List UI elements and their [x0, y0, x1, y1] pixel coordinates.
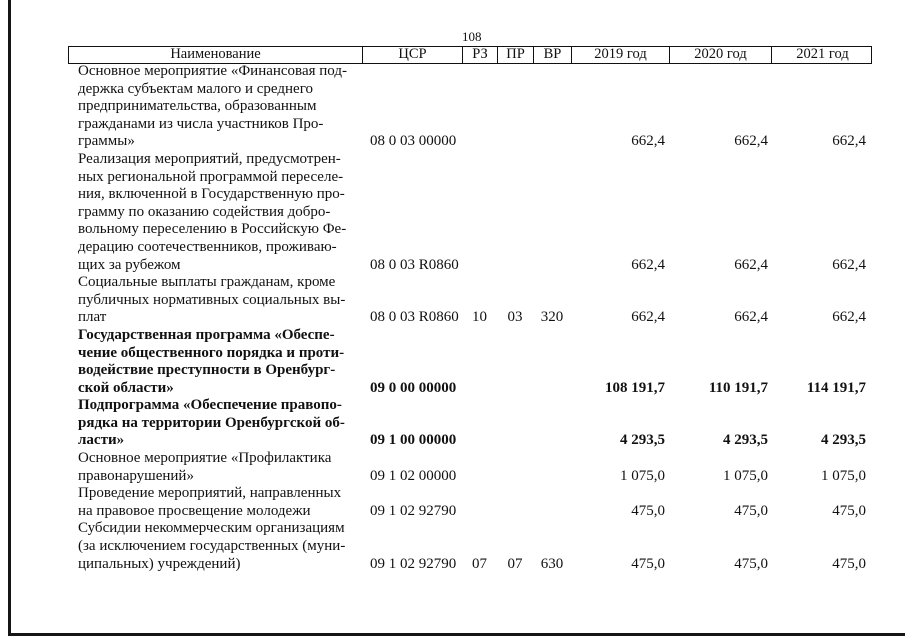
row-csr: 09 1 00 00000: [370, 432, 457, 449]
scan-edge-bottom: [8, 633, 905, 636]
row-rz: [462, 432, 497, 450]
row-name-line: Основное мероприятие «Профилактика: [78, 450, 332, 467]
row-value-2019: 108 191,7: [605, 379, 665, 396]
row-value-2020: 110 191,7: [708, 379, 768, 396]
row-value-2019: 1 075,0: [620, 467, 665, 484]
scan-edge-left: [8, 0, 11, 636]
row-vr: 630: [540, 555, 564, 572]
row-name-line: чение общественного порядка и проти-: [78, 344, 345, 361]
header-2019: 2019 год: [572, 47, 670, 63]
row-value-2021: 4 293,5: [821, 432, 866, 449]
row-name-line: Субсидии некоммерческим организациям: [78, 520, 345, 537]
row-name-line: рядка на территории Оренбургской об-: [78, 414, 345, 431]
row-pr: [497, 468, 533, 486]
row-name-line: ласти»: [78, 432, 125, 449]
row-csr: 08 0 03 R0860: [370, 256, 459, 273]
row-rz: 07: [472, 555, 487, 572]
row-name-line: дерацию соотечественников, проживаю-: [78, 238, 337, 255]
row-value-2021: 662,4: [832, 256, 866, 273]
row-vr: [533, 133, 571, 151]
row-name: [68, 63, 362, 151]
row-name-line: держка субъектам малого и среднего: [78, 80, 313, 97]
row-value-2021: 475,0: [832, 502, 866, 519]
row-value-2020: 475,0: [734, 555, 768, 572]
row-name-line: грамму по оказанию содействия добро-: [78, 203, 331, 220]
header-2020: 2020 год: [670, 47, 772, 63]
table-row: [68, 520, 872, 573]
header-name: Наименование: [69, 47, 363, 63]
row-name-line: водействие преступности в Оренбург-: [78, 362, 336, 379]
row-name-line: на правовое просвещение молодежи: [78, 502, 311, 519]
row-name: [68, 397, 362, 450]
row-name-line: ных региональной программой переселе-: [78, 168, 344, 185]
row-csr: 09 0 00 00000: [370, 379, 457, 396]
row-pr: [497, 380, 533, 398]
row-csr: 09 1 02 92790: [370, 555, 457, 572]
row-value-2020: 662,4: [734, 256, 768, 273]
row-value-2020: 475,0: [734, 502, 768, 519]
row-rz: [462, 380, 497, 398]
page-number: 108: [462, 29, 482, 44]
row-name-line: ципальных) учреждений): [78, 555, 241, 572]
header-rz: РЗ: [463, 47, 498, 63]
row-value-2019: 662,4: [631, 256, 665, 273]
table-body: [68, 63, 872, 573]
row-value-2020: 4 293,5: [723, 432, 768, 449]
row-name-line: ния, включенной в Государственную про-: [78, 186, 345, 203]
row-pr: 03: [507, 309, 523, 326]
row-name-line: Социальные выплаты гражданам, кроме: [78, 274, 336, 291]
row-rz: [462, 468, 497, 486]
row-csr: 08 0 03 R0860: [370, 309, 459, 326]
row-name-line: правонарушений»: [78, 467, 194, 484]
row-name-line: Подпрограмма «Обеспечение правопо-: [78, 397, 342, 414]
header-vr: ВР: [534, 47, 572, 63]
row-rz: [462, 133, 497, 151]
row-pr: [497, 257, 533, 275]
table-row: [68, 450, 872, 485]
row-value-2021: 1 075,0: [821, 467, 866, 484]
table-row: [68, 397, 872, 450]
row-value-2021: 475,0: [832, 555, 866, 572]
row-name: [68, 274, 362, 327]
row-vr: [533, 468, 571, 486]
row-name-line: щих за рубежом: [78, 256, 181, 273]
row-vr: [533, 257, 571, 275]
row-rz: [462, 503, 497, 521]
row-vr: 320: [540, 309, 564, 326]
row-name-line: Государственная программа «Обеспе-: [78, 326, 335, 343]
row-value-2020: 662,4: [734, 133, 768, 150]
table-row: [68, 151, 872, 274]
row-name: [68, 327, 362, 397]
row-vr: [533, 380, 571, 398]
table-row: [68, 274, 872, 327]
row-value-2021: 662,4: [832, 133, 866, 150]
row-value-2021: 662,4: [832, 309, 866, 326]
row-value-2019: 662,4: [631, 309, 665, 326]
row-name-line: Проведение мероприятий, направленных: [78, 485, 342, 502]
row-name: [68, 485, 362, 520]
table-row: [68, 63, 872, 151]
row-name-line: граммы»: [78, 133, 135, 150]
row-value-2019: 475,0: [631, 555, 665, 572]
row-name-line: ской области»: [78, 379, 174, 396]
row-csr: 09 1 02 00000: [370, 467, 457, 484]
row-value-2021: 114 191,7: [806, 379, 866, 396]
row-pr: [497, 432, 533, 450]
row-rz: [462, 257, 497, 275]
header-csr: ЦСР: [363, 47, 463, 63]
row-name: [68, 151, 362, 274]
header-2021: 2021 год: [796, 47, 849, 62]
row-value-2019: 4 293,5: [620, 432, 665, 449]
row-csr: 08 0 03 00000: [370, 133, 457, 150]
row-name-line: Реализация мероприятий, предусмотрен-: [78, 150, 341, 167]
row-value-2019: 662,4: [631, 133, 665, 150]
table-header: [68, 46, 872, 64]
row-value-2020: 1 075,0: [723, 467, 768, 484]
row-pr: [497, 133, 533, 151]
table-row: [68, 485, 872, 520]
row-name: [68, 450, 362, 485]
row-value-2019: 475,0: [631, 502, 665, 519]
row-name-line: предпринимательства, образованным: [78, 98, 317, 115]
row-name-line: публичных нормативных социальных вы-: [78, 291, 346, 308]
row-name-line: плат: [78, 309, 107, 326]
row-value-2020: 662,4: [734, 309, 768, 326]
header-pr: ПР: [498, 47, 534, 63]
row-csr: 09 1 02 92790: [370, 502, 457, 519]
row-name-line: гражданами из числа участников Про-: [78, 115, 324, 132]
row-name-line: (за исключением государственных (муни-: [78, 538, 346, 555]
table-row: [68, 327, 872, 397]
row-name-line: Основное мероприятие «Финансовая под-: [78, 63, 347, 79]
row-name-line: вольному переселению в Российскую Фе-: [78, 221, 347, 238]
row-pr: [497, 503, 533, 521]
row-rz: 10: [472, 309, 487, 326]
row-vr: [533, 432, 571, 450]
row-pr: 07: [507, 555, 523, 572]
row-name: [68, 520, 362, 573]
row-vr: [533, 503, 571, 521]
